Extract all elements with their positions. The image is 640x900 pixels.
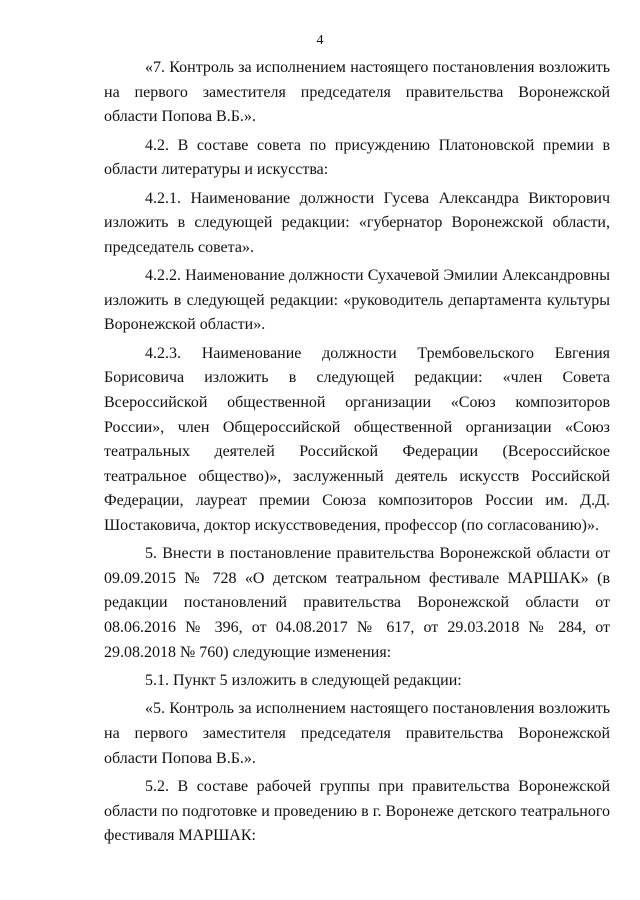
paragraph-7-control: «7. Контроль за исполнением настоящего постановления возложить на первого заместителя председателя правительства Воронежской области Попова В.Б.». — [104, 59, 610, 126]
paragraph-5-2: 5.2. В составе рабочей группы при правительства Воронежской области по подготовке и проведению в г. Воронеже детского театрального фестиваля МАРШАК: — [104, 778, 610, 845]
document-body — [104, 56, 610, 849]
paragraph-4-2-1: 4.2.1. Наименование должности Гусева Александра Викторович изложить в следующей редакции: «губернатор Воронежской области, председатель совета». — [104, 189, 610, 256]
paragraph-5-control: «5. Контроль за исполнением настоящего постановления возложить на первого заместителя председателя правительства Воронежской области Попова В.Б.». — [104, 700, 610, 767]
paragraph-5-1: 5.1. Пункт 5 изложить в следующей редакции: — [145, 672, 462, 690]
page-number: 4 — [316, 33, 324, 48]
paragraph-4-2-3: 4.2.3. Наименование должности Трембовельского Евгения Борисовича изложить в следующей редакции: «член Совета Всероссийской общественной организации «Союз композиторов России», член Общероссийской общественной организации «Союз театральных деятелей Российской Федерации (Всероссийское театральное общество)», заслуженный деятель искусств Российской Федерации, лауреат премии Союза композиторов России им. Д.Д. Шостаковича, доктор искусствоведения, профессор (по согласованию)». — [104, 344, 610, 534]
paragraph-4-2-2: 4.2.2. Наименование должности Сухачевой Эмилии Александровны изложить в следующей редакции: «руководитель департамента культуры Воронежской области». — [104, 267, 610, 334]
paragraph-5: 5. Внести в постановление правительства Воронежской области от 09.09.2015 № 728 «О детском театральном фестивале МАРШАК» (в редакции постановлений правительства Воронежской области от 08.06.2016 № 396, от 04.08.2017 № 617, от 29.03.2018 № 284, от 29.08.2018 № 760) следующие изменения: — [104, 545, 610, 661]
paragraph-4-2: 4.2. В составе совета по присуждению Платоновской премии в области литературы и искусства: — [104, 136, 610, 179]
